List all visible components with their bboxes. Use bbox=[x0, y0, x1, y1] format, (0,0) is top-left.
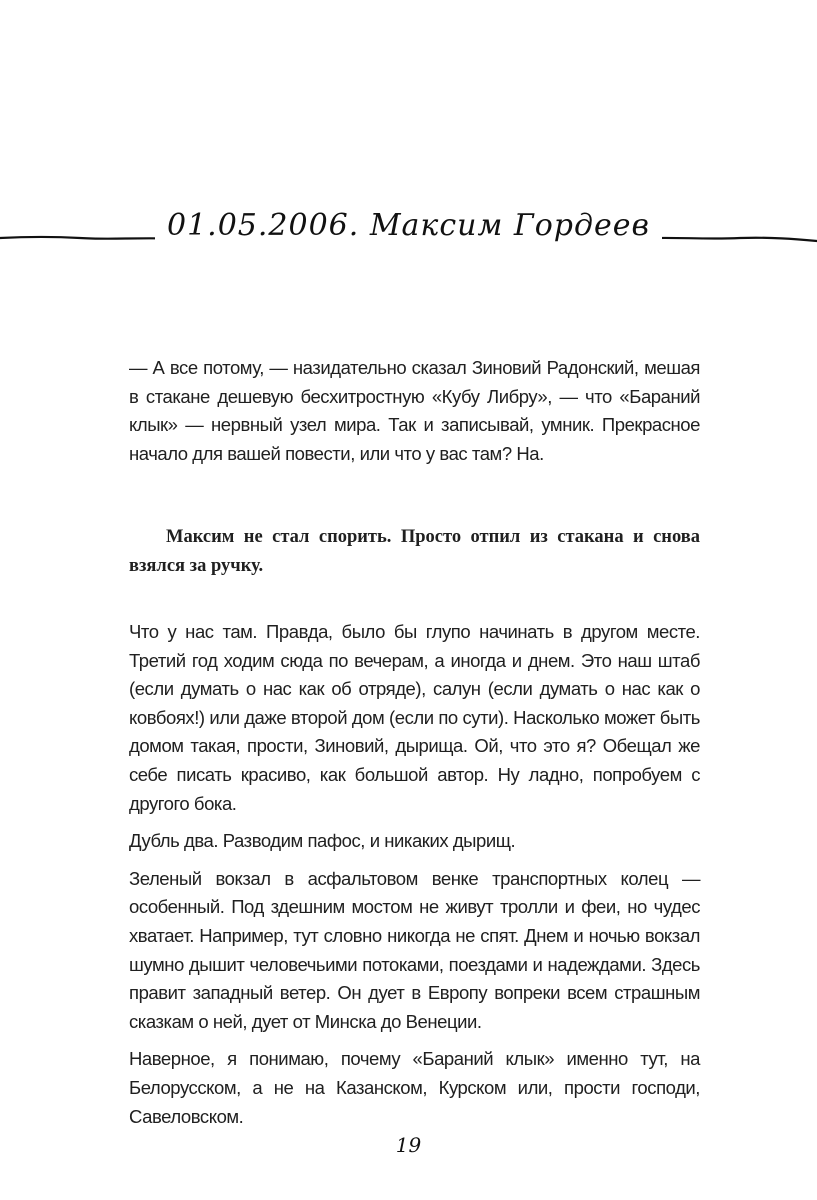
paragraph: Наверное, я понимаю, почему «Бараний клык» именно тут, на Белорусском, а не на Казанском, Курском или, прости господи, Савеловском. bbox=[129, 1048, 700, 1127]
paragraph: Дубль два. Разводим пафос, и никаких дырищ. bbox=[129, 830, 516, 852]
paragraph: Зеленый вокзал в асфальтовом венке транспортных колец — особенный. Под здешним мостом не живут тролли и феи, но чудес хватает. Например, тут словно никогда не спят. Днем и ночью вокзал шумно дышит человечьими потоками, поездами и надеждами. Здесь правит западный ветер. Он дует в Европу вопреки всем страшным сказкам о ней, дует от Минска до Венеции. bbox=[129, 867, 700, 1032]
page-number: 19 bbox=[395, 1133, 422, 1157]
chapter-title bbox=[0, 206, 817, 246]
paragraph: — А все потому, — назидательно сказал Зиновий Радонский, мешая в стакане дешевую бесхитростную «Кубу Либру», — что «Бараний клык» — нервный узел мира. Так и записывай, умник. Прекрасное начало для вашей повести, или что у вас там? На. bbox=[129, 357, 700, 464]
text-block-dialogue bbox=[129, 354, 700, 477]
paragraph-serif-bold: Максим не стал спорить. Просто отпил из стакана и снова взялся за ручку. bbox=[129, 527, 700, 576]
chapter-title-text: 01.05.2006. Максим Гордеев bbox=[155, 208, 662, 243]
paragraph: Что у нас там. Правда, было бы глупо начинать в другом месте. Третий год ходим сюда по вечерам, а иногда и днем. Это наш штаб (если думать о нас как об отряде), салун (если думать о нас как о ковбоях!) или даже второй дом (если по сути). Насколько может быть домом такая, прости, Зиновий, дырища. Ой, что это я? Обещал же себе писать красиво, как большой автор. Ну ладно, попробуем с другого бока. bbox=[129, 621, 700, 814]
text-block-diary bbox=[129, 618, 700, 1140]
